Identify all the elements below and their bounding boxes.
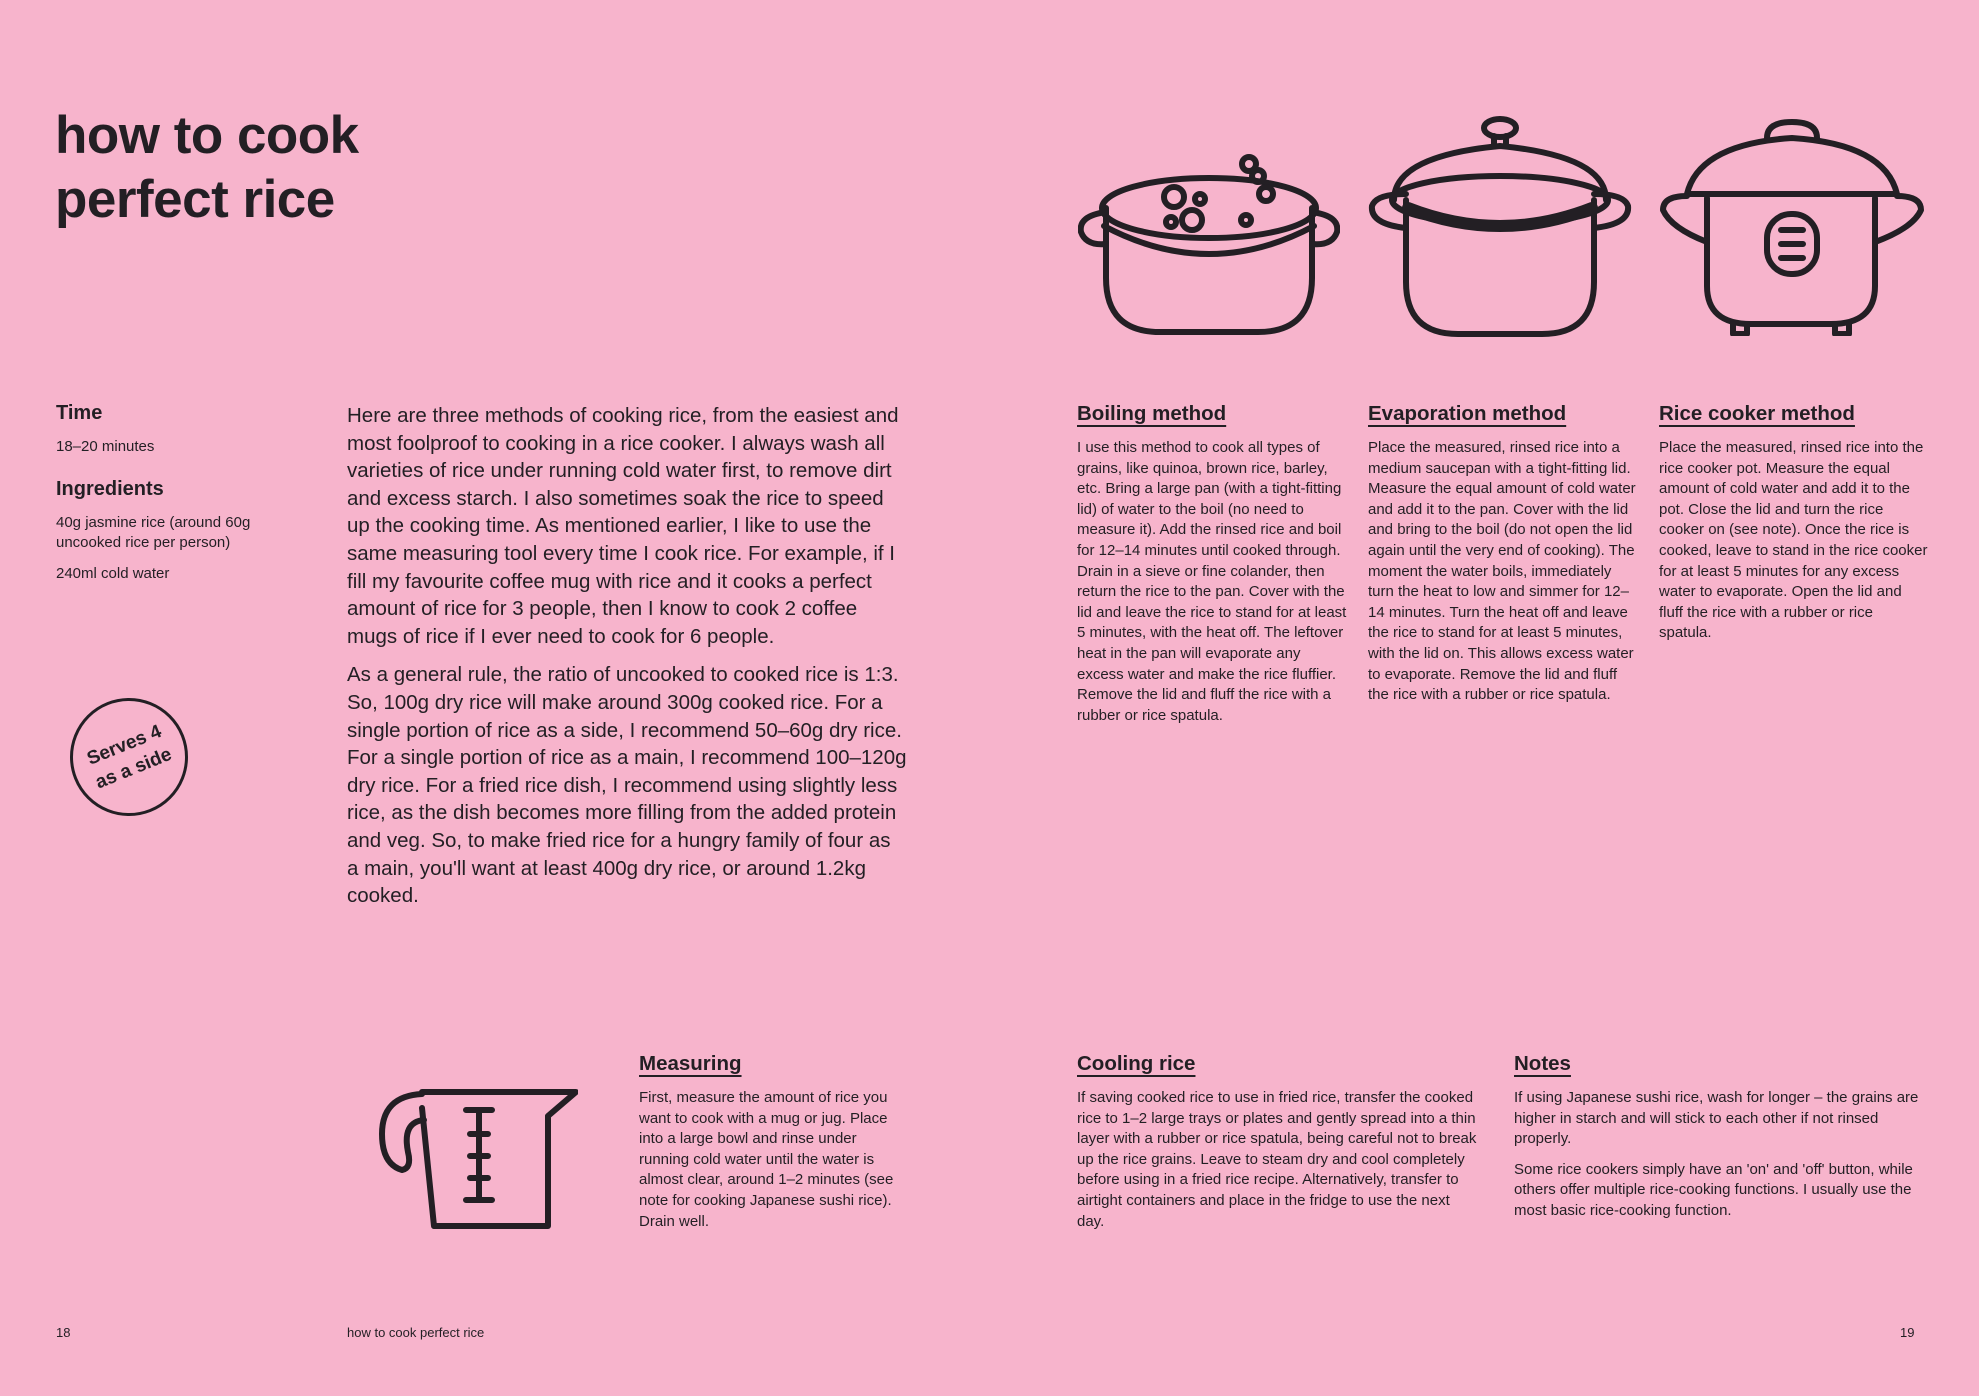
- rice-cooker-icon: [1659, 118, 1925, 336]
- boiling-pot-icon: [1078, 150, 1340, 340]
- page-title-line-1: how to cook: [55, 106, 359, 165]
- ingredient-item: 40g jasmine rice (around 60g uncooked rice per person): [56, 513, 251, 551]
- serves-badge-text: Serves 4 as a side: [84, 721, 175, 794]
- evaporation-method-text: Place the measured, rinsed rice into a medium saucepan with a tight-fitting lid. Measure the equal amount of cold water and add it to the pan. Cover with the lid and bring to the boil (do not open the lid again until the very end of cooking). The moment the water boils, immediately turn the heat to low and simmer for 12–14 minutes. Turn the heat off and leave the rice to stand for at least 5 minutes, with the lid on. This allows excess water to evaporate. Remove the lid and fluff the rice with a rubber or rice spatula.: [1368, 439, 1636, 704]
- measuring-text: First, measure the amount of rice you want to cook with a mug or jug. Place into a large bowl and rinse under running cold water until the water is almost clear, around 1–2 minutes (see note for cooking Japanese sushi rice). Drain well.: [639, 1089, 894, 1230]
- page-title: [55, 104, 359, 232]
- ingredient-item: 240ml cold water: [56, 564, 170, 582]
- cooling-rice-section: [1077, 1052, 1477, 1232]
- rice-cooker-method-title: Rice cooker method: [1659, 402, 1855, 425]
- evaporation-method-title: Evaporation method: [1368, 402, 1567, 425]
- measuring-jug-icon: [378, 1088, 578, 1230]
- right-page-number: 19: [1900, 1325, 1915, 1340]
- cooling-rice-title: Cooling rice: [1077, 1052, 1196, 1075]
- measuring-section: [639, 1052, 909, 1232]
- notes-title: Notes: [1514, 1052, 1571, 1075]
- rice-cooker-method-text: Place the measured, rinsed rice into the rice cooker pot. Measure the equal amount of cold water and add it to the pot. Close the lid and turn the rice cooker on (see note). Once the rice is cooked, leave to stand in the rice cooker for at least 5 minutes for any excess water to evaporate. Open the lid and fluff the rice with a rubber or rice spatula.: [1659, 439, 1928, 642]
- notes-paragraph: If using Japanese sushi rice, wash for longer – the grains are higher in starch and will stick to each other if not rinsed properly.: [1514, 1089, 1919, 1148]
- serves-badge: [70, 698, 188, 816]
- ingredients-list: [56, 513, 256, 585]
- time-label: Time: [56, 402, 103, 424]
- boiling-method-section: [1077, 402, 1347, 726]
- page-title-line-2: perfect rice: [55, 170, 335, 229]
- evaporation-method-section: [1368, 402, 1638, 706]
- recipe-info: [56, 402, 256, 594]
- cooling-rice-text: If saving cooked rice to use in fried rice, transfer the cooked rice to 1–2 large trays or plates and gently spread into a thin layer with a rubber or rice spatula, being careful not to break up the rice grains. Leave to steam dry and cool completely before using in a fried rice recipe. Alternatively, transfer to airtight containers and place in the fridge to use the next day.: [1077, 1089, 1477, 1230]
- notes-paragraph: Some rice cookers simply have an 'on' and 'off' button, while others offer multiple rice-cooking functions. I usually use the most basic rice-cooking function.: [1514, 1160, 1913, 1219]
- intro-paragraph: Here are three methods of cooking rice, from the easiest and most foolproof to cooking in a rice cooker. I always wash all varieties of rice under running cold water first, to remove dirt and excess starch. I also sometimes soak the rice to speed up the cooking time. As mentioned earlier, I like to use the same measuring tool every time I cook rice. For example, if I fill my favourite coffee mug with rice and it cooks a perfect amount of rice for 3 people, then I know to cook 2 coffee mugs of rice if I ever need to cook for 6 people.: [347, 404, 899, 648]
- measuring-title: Measuring: [639, 1052, 742, 1075]
- boiling-method-title: Boiling method: [1077, 402, 1227, 425]
- ingredients-label: Ingredients: [56, 477, 164, 500]
- boiling-method-text: I use this method to cook all types of grains, like quinoa, brown rice, barley, etc. Bring a large pan (with a tight-fitting lid) of water to the boil (no need to measure it). Add the rinsed rice and boil for 12–14 minutes until cooked through. Drain in a sieve or fine colander, then return the rice to the pan. Cover with the lid and leave the rice to stand for at least 5 minutes, with the heat off. The leftover heat in the pan will evaporate any excess water and make the rice fluffier. Remove the lid and fluff the rice with a rubber or rice spatula.: [1077, 439, 1347, 724]
- time-value: 18–20 minutes: [56, 438, 155, 455]
- notes-section: [1514, 1052, 1934, 1232]
- intro-paragraph: As a general rule, the ratio of uncooked to cooked rice is 1:3. So, 100g dry rice will make around 300g cooked rice. For a single portion of rice as a side, I recommend 50–60g dry rice. For a single portion of rice as a main, I recommend 100–120g dry rice. For a fried rice dish, I recommend using slightly less rice, as the dish becomes more filling from the added protein and veg. So, to make fried rice for a hungry family of four as a main, you'll want at least 400g dry rice, or around 1.2kg cooked.: [347, 663, 907, 908]
- intro-text: [347, 402, 907, 921]
- running-title: how to cook perfect rice: [347, 1325, 485, 1340]
- rice-cooker-method-section: [1659, 402, 1929, 644]
- left-page-number: 18: [56, 1325, 71, 1340]
- saucepan-with-lid-icon: [1368, 116, 1632, 340]
